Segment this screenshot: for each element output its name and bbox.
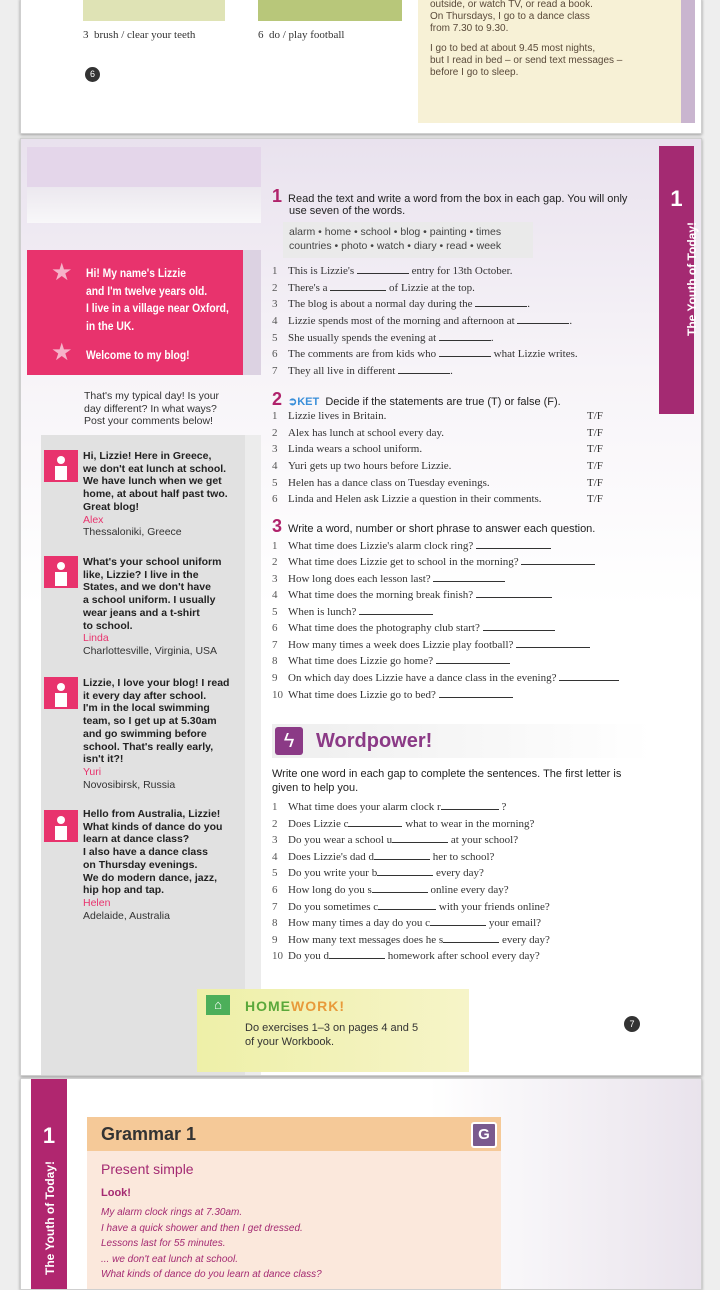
intro-line: Hi! My name's Lizzie	[86, 266, 186, 280]
comment-line: We have lunch when we get	[83, 475, 222, 488]
activity-item-6	[258, 29, 344, 41]
answer-gap[interactable]	[475, 297, 527, 307]
ex3-item: 9 On which day does Lizzie have a dance class in the evening?	[272, 671, 619, 684]
grammar-g-badge	[471, 1122, 497, 1148]
blog-intro-panel	[27, 250, 243, 375]
commenter-name: Alex	[83, 513, 104, 526]
avatar	[44, 556, 78, 588]
answer-gap[interactable]	[439, 347, 491, 357]
wordpower-item: 8 How many times a day do you c your email?	[272, 917, 542, 929]
answer-gap[interactable]	[392, 833, 448, 843]
wordpower-intro	[272, 767, 621, 795]
unit-title-vertical: The Youth of Today!	[685, 222, 699, 336]
tf-option[interactable]: T/F	[587, 460, 603, 472]
wordpower-item: 9 How many text messages does he s every day?	[272, 934, 550, 946]
comment-line: Hi, Lizzie! Here in Greece,	[83, 450, 212, 462]
comment-line: Hello from Australia, Lizzie!	[83, 808, 221, 820]
comment-line: isn't it?!	[83, 753, 124, 766]
intro-line: and I'm twelve years old.	[86, 283, 208, 298]
answer-gap[interactable]	[377, 866, 433, 876]
ket-arrow-icon: ➲	[288, 396, 298, 408]
homework-title-a: HOME	[245, 998, 291, 1014]
comment-line: home, at about half past two.	[83, 488, 228, 501]
comment-linda	[83, 556, 253, 658]
page-number-text: 6	[89, 69, 95, 79]
answer-gap[interactable]	[359, 605, 433, 615]
ex1-item: 1 This is Lizzie's entry for 13th October.	[272, 265, 513, 277]
wordpower-item: 7 Do you sometimes c with your friends online?	[272, 901, 550, 913]
blog-side-shadow	[243, 250, 261, 375]
homework-text	[245, 1021, 418, 1049]
blog-text-panel	[418, 0, 694, 123]
illustration-right	[258, 0, 402, 21]
unit-number: 1	[42, 1123, 56, 1148]
grammar-page-card	[20, 1078, 702, 1290]
ex3-item: 6 What time does the photography club start?	[272, 621, 555, 634]
answer-gap[interactable]	[357, 264, 409, 274]
intro-line: given to help you.	[272, 782, 359, 794]
tf-option[interactable]: T/F	[587, 410, 603, 422]
ex2-item: 6 Linda and Helen ask Lizzie a question in their comments.	[272, 493, 542, 505]
answer-gap[interactable]	[372, 883, 428, 893]
example-line: I have a quick shower and then I get dressed.	[101, 1222, 303, 1234]
ex3-item: 5 When is lunch?	[272, 605, 433, 618]
exercise-3-title	[272, 516, 595, 537]
intro-line: Write one word in each gap to complete the sentences. The first letter is	[272, 768, 622, 780]
answer-gap[interactable]	[398, 364, 450, 374]
grammar-examples	[101, 1205, 322, 1283]
intro-line: in the UK.	[86, 318, 135, 333]
instruction-text: Decide if the statements are true (T) or false (F).	[325, 396, 561, 408]
comment-line: it every day after school.	[83, 689, 207, 702]
item-number: 6	[258, 29, 264, 41]
panel-line: before I go to sleep.	[430, 67, 519, 78]
answer-gap[interactable]	[521, 555, 595, 565]
ex3-item: 4 What time does the morning break finish?	[272, 588, 552, 601]
ex2-item: 3 Linda wears a school uniform.	[272, 443, 423, 455]
wordpower-item: 1 What time does your alarm clock r ?	[272, 801, 507, 813]
ex3-item: 8 What time does Lizzie go home?	[272, 654, 510, 667]
comment-line: We do modern dance, jazz,	[83, 871, 217, 884]
illustration-left	[83, 0, 225, 21]
commenter-location: Adelaide, Australia	[83, 909, 170, 922]
answer-gap[interactable]	[476, 588, 552, 598]
comment-line: a school uniform. I usually	[83, 594, 216, 607]
unit-number: 1	[670, 186, 683, 211]
item-number: 3	[83, 29, 89, 41]
comment-line: wear jeans and a t-shirt	[83, 606, 200, 619]
ex3-item: 3 How long does each lesson last?	[272, 572, 505, 585]
word-box-line: countries • photo • watch • diary • read • week	[289, 240, 502, 252]
answer-gap[interactable]	[439, 688, 513, 698]
comment-line: I also have a dance class	[83, 846, 208, 859]
commenter-name: Linda	[83, 632, 109, 645]
comment-line: like, Lizzie? I live in the	[83, 568, 199, 581]
ex3-item: 10 What time does Lizzie go to bed?	[272, 688, 513, 701]
tf-option[interactable]: T/F	[587, 477, 603, 489]
wordpower-item: 6 How long do you s online every day?	[272, 884, 509, 896]
grammar-side-tab	[31, 1079, 67, 1289]
answer-gap[interactable]	[517, 314, 569, 324]
ex1-item: 7 They all live in different .	[272, 365, 453, 377]
blog-header-bar	[27, 147, 261, 187]
example-line: My alarm clock rings at 7.30am.	[101, 1207, 243, 1218]
grammar-subtitle: Present simple	[101, 1161, 194, 1177]
homework-title-b: WORK!	[291, 998, 345, 1014]
answer-gap[interactable]	[329, 949, 385, 959]
ex1-item: 3 The blog is about a normal day during the .	[272, 298, 531, 310]
question-line: Post your comments below!	[84, 415, 213, 427]
answer-gap[interactable]	[436, 654, 510, 664]
wordpower-item: 2 Does Lizzie c what to wear in the morning?	[272, 818, 535, 830]
star-icon: ★	[51, 259, 73, 286]
ex2-item: 1 Lizzie lives in Britain.	[272, 410, 387, 422]
wordpower-item: 10 Do you d homework after school every day?	[272, 950, 540, 962]
grammar-header	[87, 1117, 501, 1151]
answer-gap[interactable]	[441, 800, 499, 810]
wordpower-title: Wordpower!	[316, 730, 433, 752]
ex3-item: 2 What time does Lizzie get to school in the morning?	[272, 555, 595, 568]
avatar	[44, 810, 78, 842]
answer-gap[interactable]	[430, 916, 486, 926]
comment-line: we don't eat lunch at school.	[83, 462, 227, 475]
answer-gap[interactable]	[348, 817, 402, 827]
homework-line: Do exercises 1–3 on pages 4 and 5	[245, 1022, 419, 1034]
unit-title-vertical: The Youth of Today!	[43, 1161, 57, 1275]
comment-line: I'm in the local swimming	[83, 702, 210, 715]
intro-text	[86, 265, 229, 335]
example-line: ... we don't eat lunch at school.	[101, 1253, 238, 1265]
look-label: Look!	[101, 1187, 131, 1199]
question-line: That's my typical day! Is your	[84, 390, 220, 402]
comment-line: learn at dance class?	[83, 833, 190, 846]
ex3-item: 1 What time does Lizzie's alarm clock ring?	[272, 539, 551, 552]
tf-option[interactable]: T/F	[587, 493, 603, 505]
example-line: Lessons last for 55 minutes.	[101, 1238, 226, 1249]
ex1-item: 6 The comments are from kids who what Lizzie writes.	[272, 348, 578, 360]
comment-yuri	[83, 677, 253, 791]
tf-option[interactable]: T/F	[587, 443, 603, 455]
homework-house-icon: ⌂	[206, 995, 230, 1015]
answer-gap[interactable]	[559, 671, 619, 681]
exercise-1-title	[272, 186, 627, 207]
homework-line: of your Workbook.	[245, 1036, 335, 1048]
exercise-number: 3	[272, 516, 283, 536]
badge-letter: G	[478, 1126, 490, 1143]
comment-line: What's your school uniform	[83, 556, 222, 568]
answer-gap[interactable]	[483, 621, 555, 631]
comment-line: and go swimming before	[83, 727, 207, 740]
exercise-2-title	[272, 389, 561, 410]
word-box	[283, 222, 533, 258]
page-number-7	[624, 1016, 640, 1032]
comment-line: Lizzie, I love your blog! I read	[83, 677, 230, 689]
intro-line: I live in a village near Oxford,	[86, 301, 229, 315]
ex1-item: 2 There's a of Lizzie at the top.	[272, 282, 475, 294]
word-box-line: alarm • home • school • blog • painting • times	[289, 226, 502, 238]
comment-line: Great blog!	[83, 500, 140, 513]
ex3-item: 7 How many times a week does Lizzie play football?	[272, 638, 590, 651]
avatar	[44, 677, 78, 709]
grammar-title: Grammar 1	[101, 1124, 197, 1144]
activity-text: do / play football	[269, 29, 345, 41]
answer-gap[interactable]	[378, 900, 436, 910]
wordpower-item: 4 Does Lizzie's dad d her to school?	[272, 851, 495, 863]
example-line: What kinds of dance do you learn at dance class?	[101, 1269, 322, 1280]
homework-title	[245, 998, 345, 1014]
panel-line: but I read in bed – or send text messages –	[430, 55, 623, 66]
ex2-item: 4 Yuri gets up two hours before Lizzie.	[272, 460, 452, 472]
avatar	[44, 450, 78, 482]
panel-line: from 7.30 to 9.30.	[430, 23, 509, 34]
comment-line: school. That's really early,	[83, 740, 214, 753]
answer-gap[interactable]	[374, 850, 430, 860]
answer-gap[interactable]	[439, 331, 491, 341]
ex2-item: 5 Helen has a dance class on Tuesday evenings.	[272, 477, 490, 489]
commenter-location: Thessaloniki, Greece	[83, 526, 182, 539]
panel-line: On Thursdays, I go to a dance class	[430, 11, 590, 22]
unit-side-tab	[659, 146, 699, 414]
ex1-item: 5 She usually spends the evening at .	[272, 332, 494, 344]
answer-gap[interactable]	[443, 933, 499, 943]
comment-line: States, and we don't have	[83, 581, 211, 594]
activity-item-3	[83, 29, 195, 41]
top-page-card	[20, 0, 702, 134]
commenter-name: Helen	[83, 896, 111, 909]
answer-gap[interactable]	[433, 572, 505, 582]
panel-line: I go to bed at about 9.45 most nights,	[430, 43, 596, 54]
commenter-name: Yuri	[83, 765, 102, 778]
ex2-item: 2 Alex has lunch at school every day.	[272, 427, 444, 439]
blog-question	[84, 390, 219, 428]
panel-line: outside, or watch TV, or read a book.	[430, 0, 593, 10]
welcome-heading: Welcome to my blog!	[86, 348, 190, 362]
star-icon: ★	[51, 339, 73, 366]
top-purple-strip	[681, 0, 695, 123]
comment-helen	[83, 808, 253, 922]
instruction-line: Read the text and write a word from the box in each gap. You will only	[288, 193, 628, 205]
comment-line: on Thursday evenings.	[83, 858, 198, 871]
comment-line: team, so I get up at 5.30am	[83, 715, 217, 728]
comment-line: to school.	[83, 619, 133, 632]
page-number-text: 7	[629, 1019, 635, 1029]
blog-header-light	[27, 187, 261, 223]
ex1-item: 4 Lizzie spends most of the morning and afternoon at .	[272, 315, 573, 327]
answer-gap[interactable]	[330, 281, 386, 291]
comment-alex	[83, 450, 253, 539]
commenter-location: Novosibirsk, Russia	[83, 778, 176, 791]
question-line: day different? In what ways?	[84, 402, 217, 415]
wordpower-item: 5 Do you write your b every day?	[272, 867, 484, 879]
wordpower-item: 3 Do you wear a school u at your school?	[272, 834, 519, 846]
commenter-location: Charlottesville, Virginia, USA	[83, 644, 218, 657]
activity-text: brush / clear your teeth	[94, 29, 196, 41]
ket-label: KET	[297, 396, 320, 408]
comment-line: hip hop and tap.	[83, 884, 165, 897]
exercise-1-title-line2: use seven of the words.	[289, 205, 406, 217]
exercise-number: 1	[272, 186, 283, 206]
lightning-icon: ϟ	[275, 727, 303, 755]
tf-option[interactable]: T/F	[587, 427, 603, 439]
instruction-text: Write a word, number or short phrase to answer each question.	[288, 523, 596, 535]
homework-box	[197, 989, 469, 1072]
exercise-number: 2	[272, 389, 283, 409]
page-number-6	[85, 67, 100, 82]
answer-gap[interactable]	[476, 539, 551, 549]
comment-line: What kinds of dance do you	[83, 820, 223, 833]
answer-gap[interactable]	[516, 638, 590, 648]
